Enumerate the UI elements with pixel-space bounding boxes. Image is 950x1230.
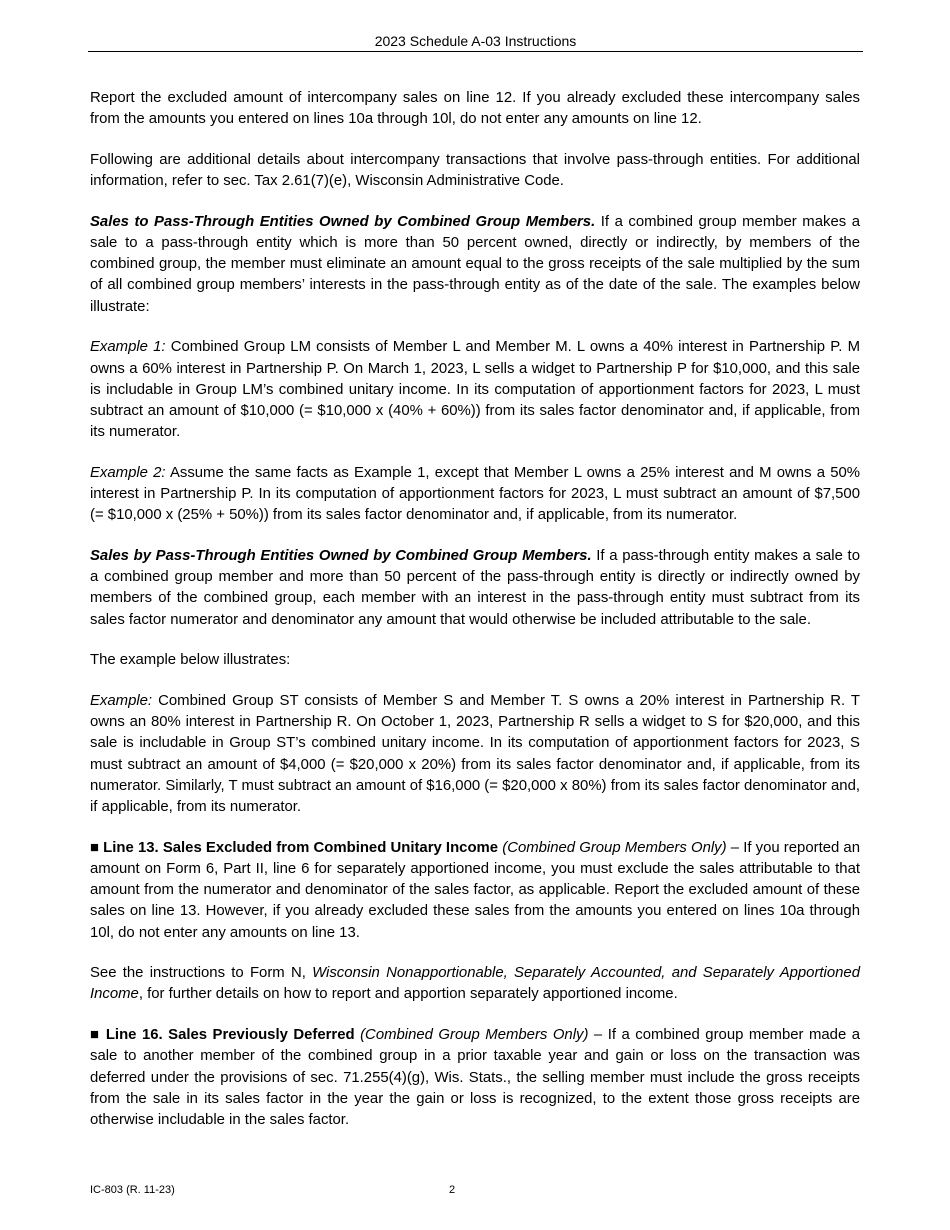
- page-number: 2: [449, 1184, 456, 1196]
- example-label: Example 2:: [90, 464, 166, 481]
- example-label: Example 1:: [90, 339, 166, 356]
- paragraph-sales-by-pass-through: [90, 546, 860, 631]
- example-text: Assume the same facts as Example 1, except that Member L owns a 25% interest and M owns a 50% interest in Partnership P. In its computation of apportionment factors for 2023, L must subtract an amount of $7,500 (= $10,000 x (25% + 50%)) from its sales factor denominator and, if applicable, from its numerator.: [90, 464, 860, 524]
- section-heading: Sales by Pass-Through Entities Owned by Combined Group Members.: [90, 547, 592, 564]
- example-2: [90, 463, 860, 527]
- page-header: 2023 Schedule A-03 Instructions: [88, 33, 863, 52]
- form-id: IC-803 (R. 11-23): [90, 1184, 175, 1196]
- paragraph-text: If a pass-through entity makes a sale to a combined group member and more than 50 percent of the pass-through entity is directly or indirectly owned by members of the combined group, each member with an interest in the pass-through entity must subtract from its sales factor numerator and denominator any amount that would otherwise be included attributable to the sale.: [90, 547, 860, 628]
- paragraph-sales-to-pass-through: [90, 212, 860, 318]
- line-qualifier: (Combined Group Members Only): [498, 839, 727, 856]
- paragraph-text: , for further details on how to report and apportion separately apportioned income.: [138, 986, 678, 1003]
- paragraph-example-intro: The example below illustrates:: [90, 652, 291, 669]
- example-label: Example:: [90, 692, 153, 709]
- line-qualifier: (Combined Group Members Only): [354, 1027, 589, 1044]
- line-16-instructions: [90, 1025, 860, 1131]
- line-heading: ■ Line 16. Sales Previously Deferred: [90, 1027, 355, 1044]
- paragraph-text: See the instructions to Form N,: [90, 965, 313, 982]
- example-1: [90, 337, 860, 443]
- paragraph-line12-exclusion: Report the excluded amount of intercompany sales on line 12. If you already excluded these intercompany sales from the amounts you entered on lines 10a through 10l, do not enter any amounts on line 12.: [90, 90, 860, 128]
- form-title: Wisconsin Nonapportionable, Separately Accounted, and Separately Apportioned Income: [90, 965, 860, 1003]
- paragraph-pass-through-details: Following are additional details about intercompany transactions that involve pass-through entities. For additional information, refer to sec. Tax 2.61(7)(e), Wisconsin Administrative Code.: [90, 151, 860, 190]
- paragraph-form-n-reference: [90, 963, 860, 1005]
- example-3: [90, 691, 860, 818]
- paragraph-text: – If a combined group member made a sale to another member of the combined group in a prior taxable year and gain or loss on the transaction was deferred under the provisions of sec. 71.255(4)(g), Wis. Stats., the selling member must include the gross receipts from the sale in its sales factor in the year the gain or loss is recognized, to the extent those gross receipts are otherwise includable in the sales factor.: [90, 1027, 861, 1128]
- document-body: [90, 88, 860, 1151]
- paragraph-text: If a combined group member makes a sale to a pass-through entity which is more than 50 percent owned, directly or indirectly, by members of the combined group, the member must eliminate an amount equal to the gross receipts of the sale multiplied by the sum of all combined group members’ interests in the pass-through entity as of the date of the sale. The examples below illustrate:: [90, 213, 860, 315]
- paragraph-text: – If you reported an amount on Form 6, Part II, line 6 for separately apportioned income, you must exclude the sales attributable to that amount from the numerator and denominator of the sales factor, as applicable. Report the excluded amount of these sales on line 13. However, if you already excluded these sales from the amounts you entered on lines 10a through 10l, do not enter any amounts on line 13.: [90, 839, 860, 941]
- example-text: Combined Group ST consists of Member S and Member T. S owns a 20% interest in Partnership R. T owns an 80% interest in Partnership R. On October 1, 2023, Partnership R sells a widget to S for $20,000, and this sale is includable in Group ST’s combined unitary income. In its computation of apportionment factors for 2023, S must subtract an amount of $4,000 (= $20,000 x 20%) from its sales factor denominator and, if applicable, from its numerator. Similarly, T must subtract an amount of $16,000 (= $20,000 x 80%) from its sales factor denominator and, if applicable, from its numerator.: [90, 692, 860, 815]
- line-heading: ■ Line 13. Sales Excluded from Combined Unitary Income: [90, 839, 499, 856]
- example-text: Combined Group LM consists of Member L and Member M. L owns a 40% interest in Partnership P. M owns a 60% interest in Partnership P. On March 1, 2023, L sells a widget to Partnership P for $10,000, and this sale is includable in Group LM’s combined unitary income. In its computation of apportionment factors for 2023, L must subtract an amount of $10,000 (= $10,000 x (40% + 60%)) from its sales factor denominator and, if applicable, from its numerator.: [90, 339, 860, 441]
- section-heading: Sales to Pass-Through Entities Owned by Combined Group Members.: [90, 213, 596, 230]
- line-13-instructions: [90, 838, 860, 944]
